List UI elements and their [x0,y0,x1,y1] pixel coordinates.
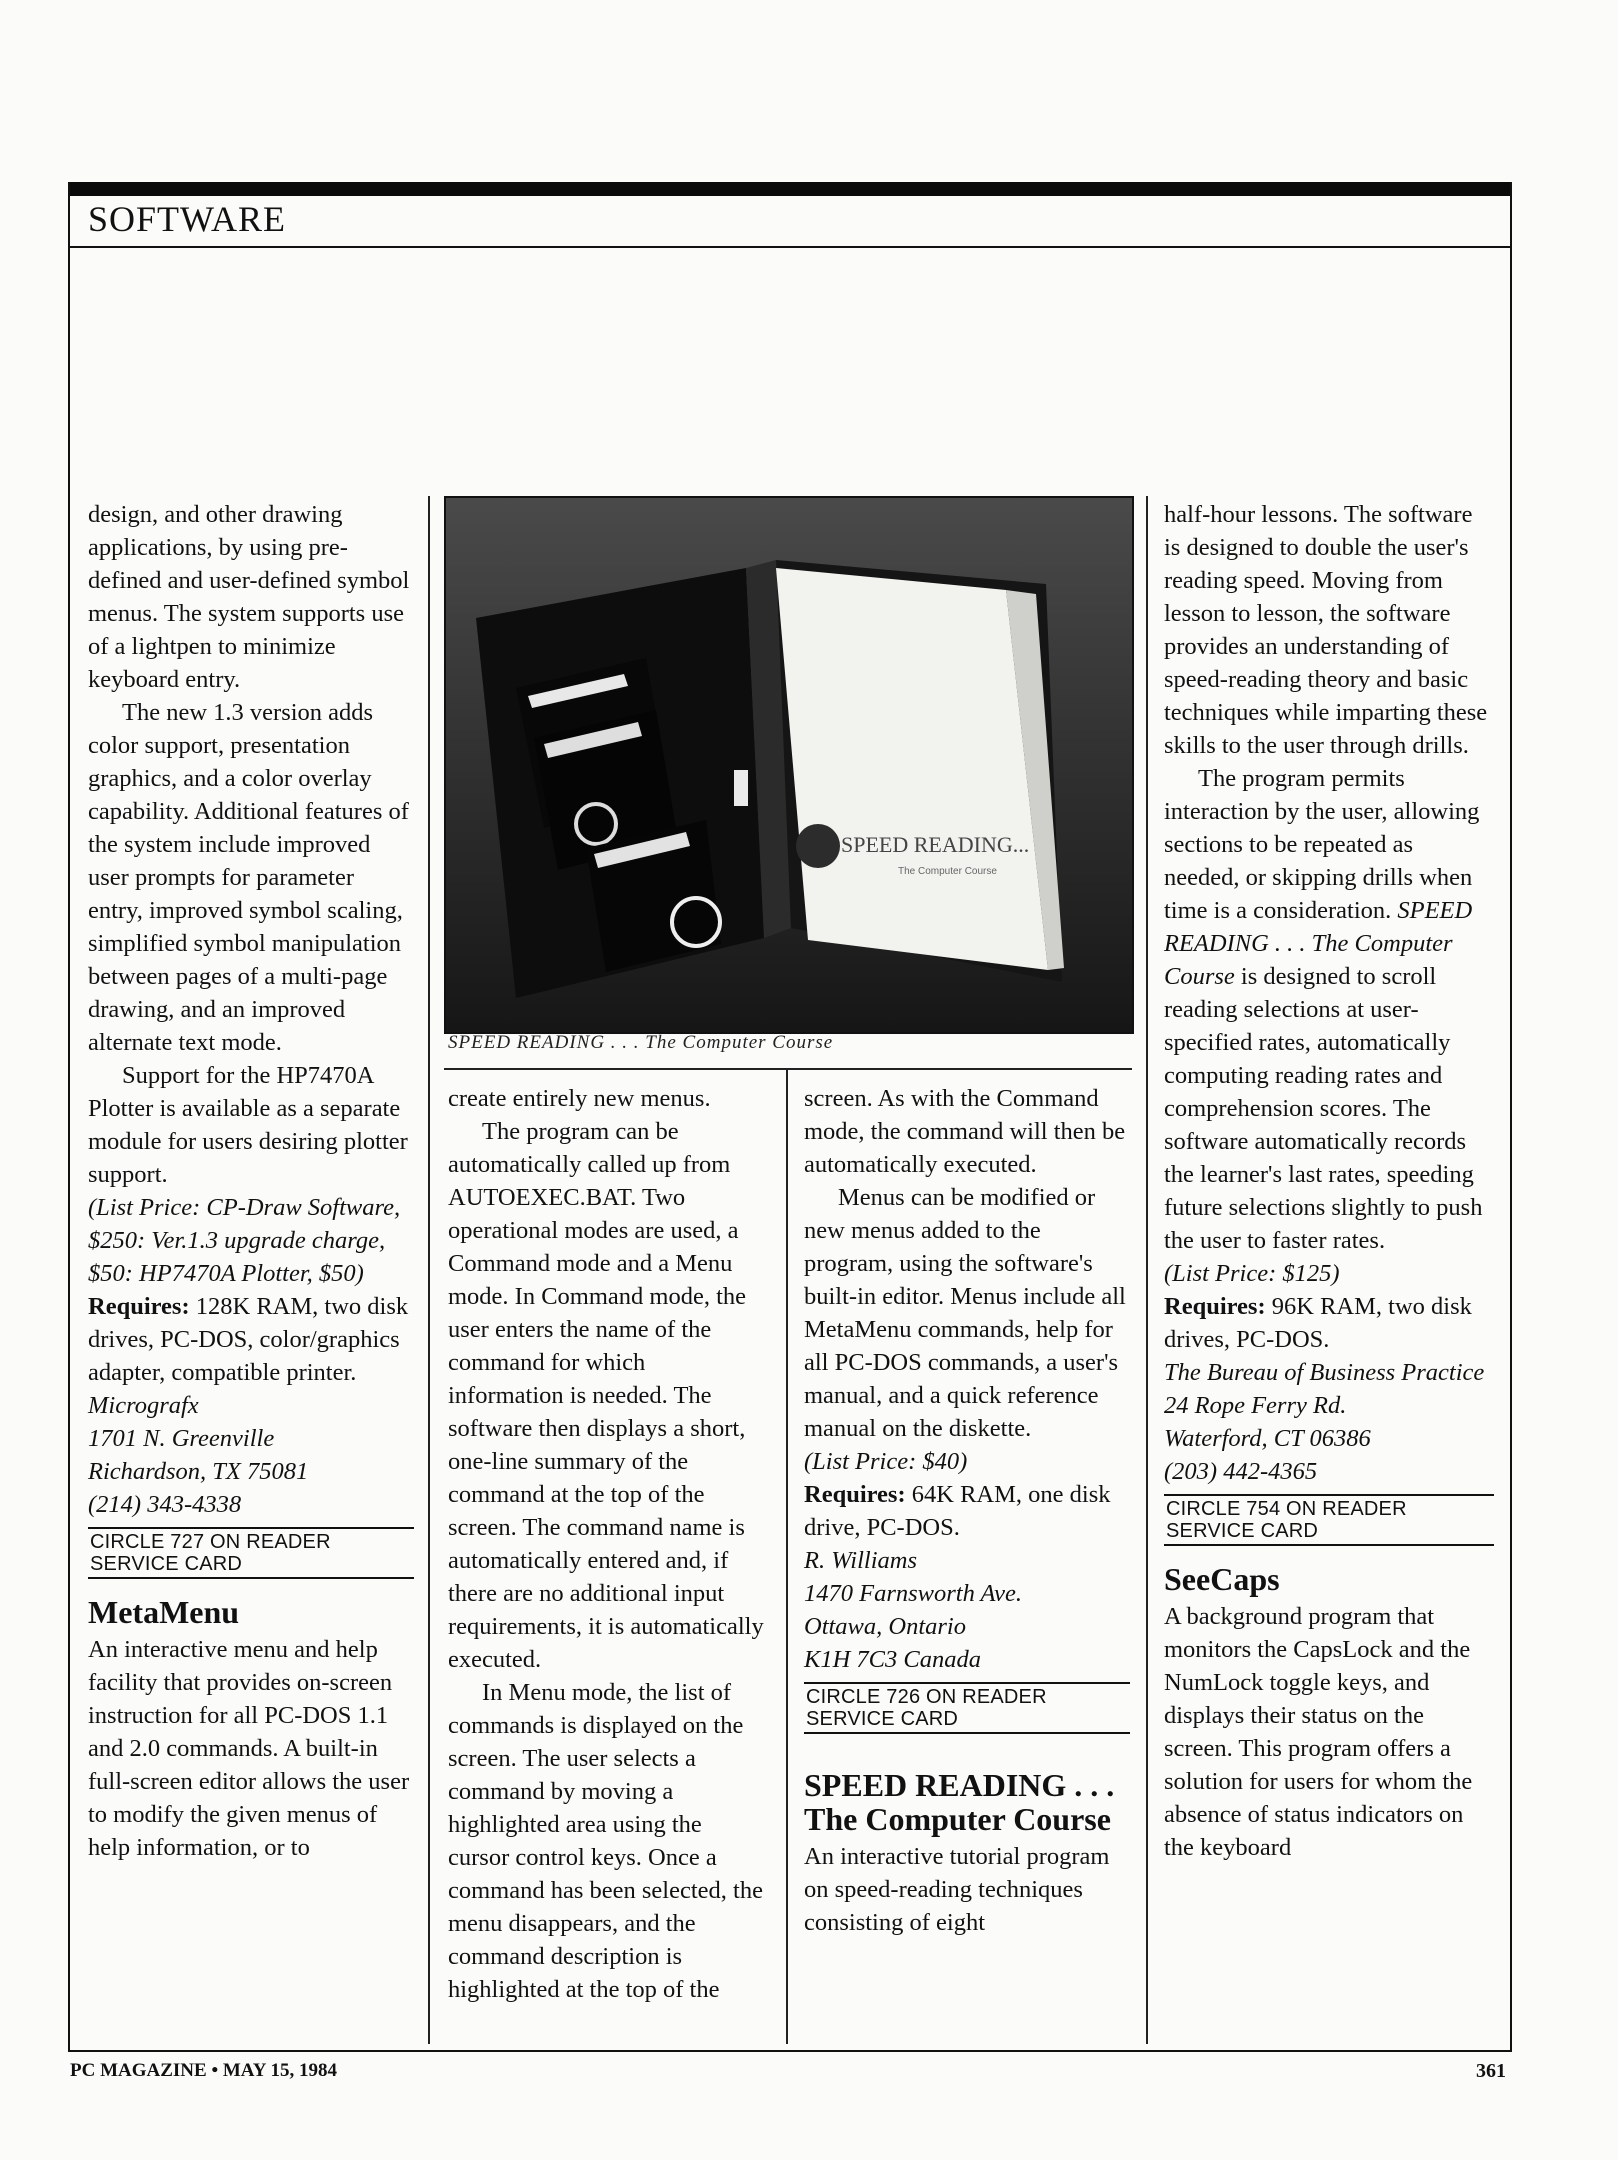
body-paragraph: Menus can be modified or new menus added to the program, using the software's built-in editor. Menus include all MetaMenu commands, help for all PC-DOS commands, a user's manual, and a quick reference manual on the diskette. [804,1184,1126,1442]
body-paragraph: screen. As with the Command mode, the command will then be automatically executed. [804,1085,1126,1178]
requirements [88,1290,414,1389]
body-paragraph: half-hour lessons. The software is designed to double the user's reading speed. Moving from lesson to lesson, the software provides an understanding of speed-reading theory and basic techniques while imparting these skills to the user through drills. [1164,501,1488,759]
vendor-street: 1701 N. Greenville [88,1425,275,1452]
column-rule-3 [1146,496,1148,2044]
column-4 [1164,498,1494,1864]
requires-text: 64K RAM, one disk drive, PC-DOS. [804,1481,1111,1541]
vendor-city: Ottawa, Ontario [804,1613,966,1640]
course-book [776,568,1048,970]
column-rule-1 [428,496,430,2044]
body-paragraph: In Menu mode, the list of commands is displayed on the screen. The user selects a command by moving a highlighted area using the cursor control keys. Once a command has been selected, the menu disappears, and the command description is highlighted at the top of the [448,1679,763,2003]
reader-service-card: CIRCLE 727 ON READER SERVICE CARD [88,1527,414,1579]
vendor-street: 24 Rope Ferry Rd. [1164,1392,1347,1419]
article-heading: SeeCaps [1164,1561,1280,1597]
body-text: The program permits interaction by the user, allowing sections to be repeated as needed, or skipping drills when time is a consideration. [1164,765,1480,924]
column-1 [88,498,414,1864]
body-paragraph: The program can be automatically called up from AUTOEXEC.BAT. Two operational modes are used, a Command mode and a Menu mode. In Command mode, the user enters the name of the command for which information is needed. The software then displays a short, one-line summary of the command at the top of the screen. The command name is automatically entered and, if there are no additional input requirements, it is automatically executed. [448,1118,764,1673]
body-paragraph: An interactive menu and help facility that provides on-screen instruction for all PC-DOS 1.1 and 2.0 commands. A built-in full-screen editor allows the user to modify the given menus of help information, or to [88,1636,410,1861]
requirements [804,1478,1130,1544]
page-number: 361 [1476,2060,1506,2082]
vendor-name: The Bureau of Business Practice [1164,1359,1485,1386]
list-price: (List Price: CP-Draw Software, $250: Ver.1.3 upgrade charge, $50: HP7470A Plotter, $50) [88,1194,401,1287]
column-rule-2 [786,1070,788,2044]
column-3 [804,1082,1130,1939]
section-title: SOFTWARE [88,199,287,239]
section-header [70,196,1510,248]
requires-label: Requires: [1164,1293,1266,1320]
book-subtitle: The Computer Course [898,866,997,877]
requires-label: Requires: [804,1481,906,1508]
body-paragraph [1164,762,1494,1257]
photo-caption: SPEED READING . . . The Computer Course [448,1032,834,1053]
product-photo [444,496,1134,1034]
vendor-name: R. Williams [804,1547,917,1574]
body-paragraph: An interactive tutorial program on speed-reading techniques consisting of eight [804,1843,1110,1936]
vendor-postal: K1H 7C3 Canada [804,1646,981,1673]
vendor-city: Richardson, TX 75081 [88,1458,309,1485]
body-paragraph: The new 1.3 version adds color support, presentation graphics, and a color overlay capability. Additional features of the system include improved user prompts for parameter entry, improved symbol scaling, simplified symbol manipulation between pages of a multi-page drawing, and an improved alternate text mode. [88,699,409,1056]
photo-illustration [446,498,1132,1032]
body-paragraph: A background program that monitors the CapsLock and the NumLock toggle keys, and displays their status on the screen. This program offers a solution for users for whom the absence of status indicators on the keyboard [1164,1603,1473,1861]
vendor-phone: (214) 343-4338 [88,1491,242,1518]
requirements [1164,1290,1494,1356]
caption-rule [444,1068,1132,1070]
body-paragraph: design, and other drawing applications, by using pre-defined and user-defined symbol menus. The system supports use of a lightpen to minimize keyboard entry. [88,501,410,693]
vendor-street: 1470 Farnsworth Ave. [804,1580,1023,1607]
vendor-name: Micrografx [88,1392,199,1419]
product-title-inline: SPEED READING . . . The Computer Course [1164,897,1473,990]
article-heading: SPEED READING . . . The Computer Course [804,1767,1115,1837]
body-paragraph: Support for the HP7470A Plotter is available as a separate module for users desiring plotter support. [88,1062,408,1188]
requires-text: 96K RAM, two disk drives, PC-DOS. [1164,1293,1472,1353]
book-title: SPEED READING... [841,832,1030,857]
vendor-city: Waterford, CT 06386 [1164,1425,1371,1452]
article-heading: MetaMenu [88,1594,240,1630]
book-logo-icon [796,824,840,868]
body-paragraph: create entirely new menus. [448,1085,711,1112]
reader-service-card: CIRCLE 754 ON READER SERVICE CARD [1164,1494,1494,1546]
reader-service-card: CIRCLE 726 ON READER SERVICE CARD [804,1682,1130,1734]
list-price: (List Price: $125) [1164,1260,1340,1287]
vendor-phone: (203) 442-4365 [1164,1458,1318,1485]
requires-label: Requires: [88,1293,190,1320]
requires-text: 128K RAM, two disk drives, PC-DOS, color/graphics adapter, compatible printer. [88,1293,409,1386]
body-text: is designed to scroll reading selections at user-specified rates, automatically computing reading rates and comprehension scores. The software automatically records the learner's last rates, speeding future selections slightly to push the user to faster rates. [1164,963,1483,1254]
column-2 [448,1082,766,2006]
list-price: (List Price: $40) [804,1448,968,1475]
footer-magazine-date: PC MAGAZINE • MAY 15, 1984 [70,2060,338,2081]
